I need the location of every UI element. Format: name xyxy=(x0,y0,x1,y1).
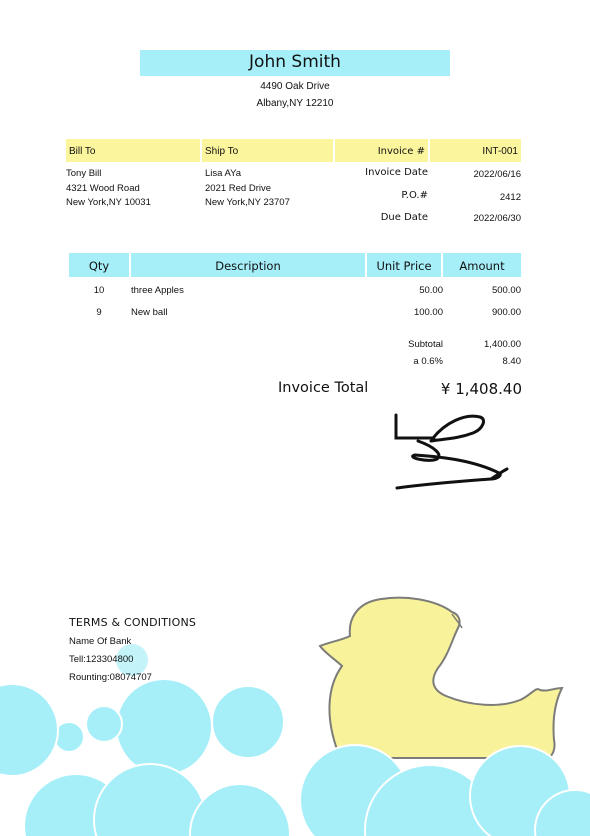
terms-bank: Name Of Bank xyxy=(69,636,132,647)
terms-routing: Rounting:08074707 xyxy=(69,672,152,683)
po-number: 2412 xyxy=(499,192,521,203)
duck-shape xyxy=(320,598,562,758)
item-description: New ball xyxy=(131,307,168,318)
item-unit-price: 50.00 xyxy=(419,285,443,296)
bill-to-line1: 4321 Wood Road xyxy=(66,183,140,194)
company-address-line1: 4490 Oak Drive xyxy=(260,81,330,92)
unit-price-header: Unit Price xyxy=(376,259,432,273)
invoice-date: 2022/06/16 xyxy=(473,169,521,180)
ship-to-line2: New York,NY 23707 xyxy=(205,197,290,208)
tax-value: 8.40 xyxy=(502,356,521,367)
bill-to-name: Tony Bill xyxy=(66,168,102,179)
item-amount: 500.00 xyxy=(491,285,521,296)
subtotal-value: 1,400.00 xyxy=(484,339,521,350)
ship-to-name: Lisa AYa xyxy=(205,168,242,179)
description-header: Description xyxy=(215,259,281,273)
terms-tell: Tell:123304800 xyxy=(69,654,134,665)
invoice-total-value: ¥ 1,408.40 xyxy=(440,380,522,398)
company-address-line2: Albany,NY 12210 xyxy=(256,98,334,109)
duck-illustration xyxy=(320,598,562,758)
invoice-total-label: Invoice Total xyxy=(278,380,369,396)
po-label: P.O.# xyxy=(401,190,428,201)
due-date: 2022/06/30 xyxy=(473,213,521,224)
terms-heading: TERMS & CONDITIONS xyxy=(69,616,197,629)
bill-to-line2: New York,NY 10031 xyxy=(66,197,151,208)
tax-label: a 0.6% xyxy=(413,356,443,367)
invoice-date-label: Invoice Date xyxy=(365,167,428,178)
ship-to-line1: 2021 Red Drive xyxy=(205,183,272,194)
item-unit-price: 100.00 xyxy=(413,307,443,318)
item-description: three Apples xyxy=(131,285,184,296)
ship-to-label: Ship To xyxy=(205,146,239,157)
qty-header: Qty xyxy=(88,259,110,273)
item-qty: 10 xyxy=(93,285,105,296)
invoice-number-label: Invoice # xyxy=(377,146,425,157)
item-qty: 9 xyxy=(96,307,102,318)
signature xyxy=(385,405,530,500)
due-date-label: Due Date xyxy=(380,212,428,223)
item-amount: 900.00 xyxy=(491,307,521,318)
company-name: John Smith xyxy=(249,52,341,72)
invoice-number: INT-001 xyxy=(482,146,518,157)
amount-header: Amount xyxy=(459,259,505,273)
subtotal-label: Subtotal xyxy=(408,339,443,350)
bill-to-label: Bill To xyxy=(69,146,96,157)
